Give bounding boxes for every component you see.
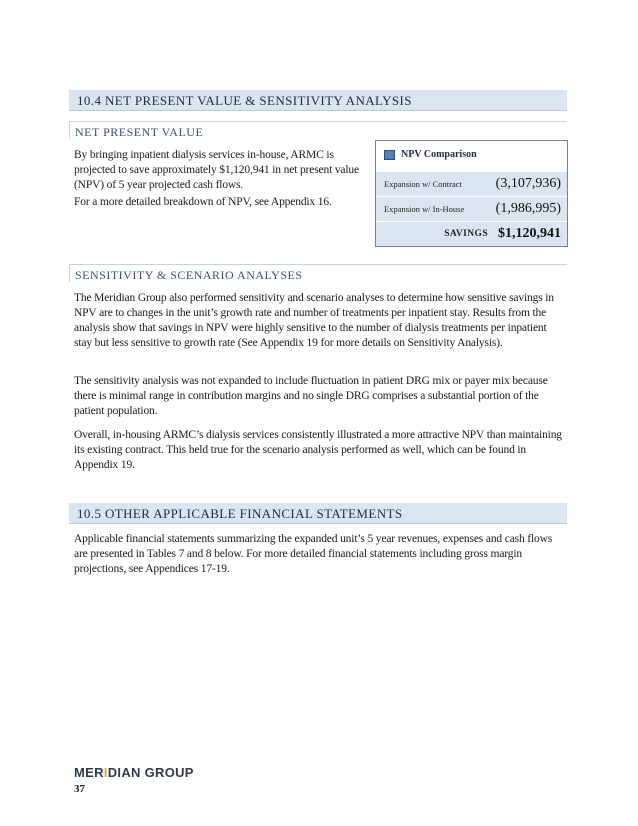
npv-row-value: (3,107,936) xyxy=(495,176,561,191)
npv-row-in-house xyxy=(376,197,567,221)
section-heading-10-4: 10.4 NET PRESENT VALUE & SENSITIVITY ANALYSIS xyxy=(69,90,567,111)
financial-statements-paragraph: Applicable financial statements summarizing the expanded unit’s 5 year revenues, expenses and cash flows are presented in Tables 7 and 8 below. For more detailed financial statements including gross margin projections, see Appendices 17-19. xyxy=(74,533,553,575)
sensitivity-paragraph-1: The Meridian Group also performed sensitivity and scenario analyses to determine how sensitive savings in NPV are to changes in the unit’s growth rate and number of treatments per inpatient stay. Results from the analysis show that savings in NPV were highly sensitive to the number of dialysis treatments per inpatient stay but less sensitive to growth rate (See Appendix 19 for more details on Sensitivity Analysis). xyxy=(74,292,554,349)
npv-row-label: Expansion w/ Contract xyxy=(384,179,462,189)
logo-text-part2: DIAN GROUP xyxy=(107,765,194,780)
page-number: 37 xyxy=(74,783,85,795)
npv-row-contract xyxy=(376,172,567,196)
legend-swatch-icon xyxy=(384,150,395,160)
npv-subheading: NET PRESENT VALUE xyxy=(69,121,567,139)
npv-comparison-box xyxy=(375,140,568,247)
npv-comparison-title-text: NPV Comparison xyxy=(401,149,477,160)
npv-comparison-title xyxy=(384,149,477,160)
meridian-group-logo xyxy=(74,765,194,780)
npv-row-value: (1,986,995) xyxy=(495,201,561,216)
npv-paragraph: By bringing inpatient dialysis services in-house, ARMC is projected to save approximately $1,120,941 in net present value (NPV) of 5 year projected cash flows. xyxy=(74,149,359,191)
section-heading-10-5: 10.5 OTHER APPLICABLE FINANCIAL STATEMENTS xyxy=(69,503,567,524)
savings-value: $1,120,941 xyxy=(498,226,561,241)
savings-label: SAVINGS xyxy=(444,229,488,239)
npv-row-label: Expansion w/ In-House xyxy=(384,204,465,214)
sensitivity-paragraph-2: The sensitivity analysis was not expanded to include fluctuation in patient DRG mix or payer mix because there is minimal range in contribution margins and no single DRG comprises a substantial portion of the patient population. xyxy=(74,375,548,417)
sensitivity-subheading: SENSITIVITY & SCENARIO ANALYSES xyxy=(69,264,567,282)
logo-text-accent: I xyxy=(103,765,108,780)
sensitivity-paragraph-3: Overall, in-housing ARMC’s dialysis services consistently illustrated a more attractive NPV than maintaining its existing contract. This held true for the scenario analysis performed as well, which can be found in Appendix 19. xyxy=(74,429,562,471)
npv-appendix-paragraph: For a more detailed breakdown of NPV, see Appendix 16. xyxy=(74,196,332,208)
logo-text-part1: MER xyxy=(74,765,104,780)
npv-row-savings xyxy=(376,222,567,246)
